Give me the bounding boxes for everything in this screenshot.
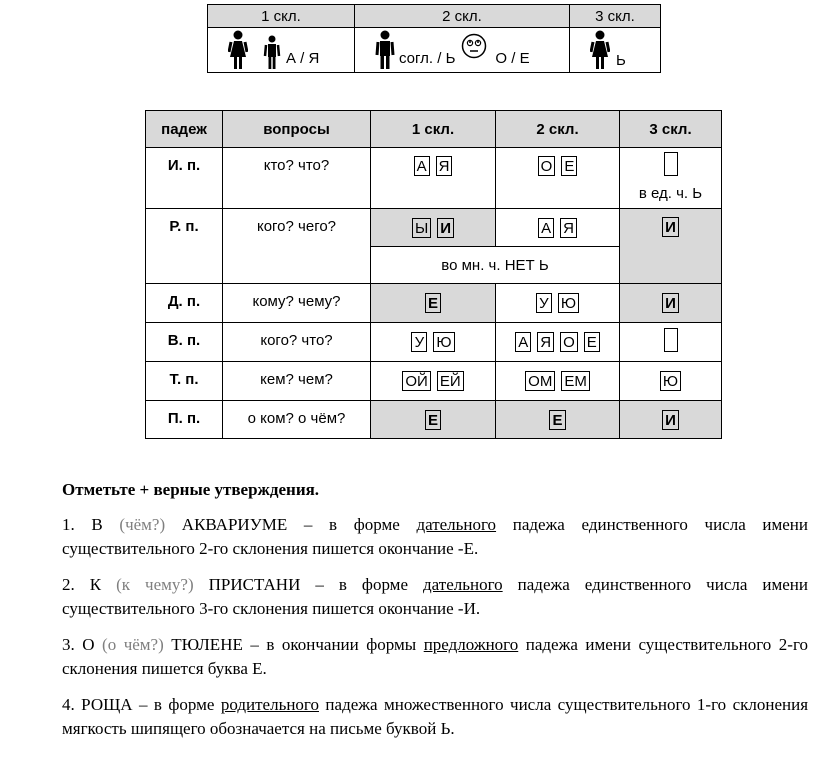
case-name: родительного bbox=[220, 695, 319, 714]
decl-1-endings bbox=[371, 209, 496, 247]
col-header-decl-3: 3 скл. bbox=[620, 111, 722, 148]
case-label: Р. п. bbox=[146, 209, 223, 284]
decl-1-endings bbox=[371, 401, 496, 439]
ending-box: А bbox=[515, 332, 531, 352]
decl-2-endings bbox=[496, 284, 620, 323]
statement-number: 4. РОЩА – в форме bbox=[62, 695, 215, 714]
decl-1-endings bbox=[371, 148, 496, 209]
plural-note: во мн. ч. НЕТ Ь bbox=[371, 247, 620, 284]
ending-box: Ю bbox=[660, 371, 681, 391]
decl-1-endings bbox=[371, 362, 496, 401]
ending-box: У bbox=[536, 293, 552, 313]
statement-number: 1. В bbox=[62, 515, 103, 534]
statement-4[interactable] bbox=[62, 693, 808, 741]
table-row bbox=[146, 148, 722, 209]
ending-box: Я bbox=[560, 218, 577, 238]
female-figure-icon bbox=[590, 30, 610, 70]
statement-3[interactable] bbox=[62, 633, 808, 681]
decl-1-endings bbox=[371, 323, 496, 362]
decl-3-endings bbox=[620, 209, 722, 284]
ending-box: А bbox=[414, 156, 430, 176]
female-figure-icon bbox=[228, 30, 248, 70]
case-question: кому? чему? bbox=[223, 284, 371, 323]
declension-header-table bbox=[207, 4, 661, 73]
case-question: кем? чем? bbox=[223, 362, 371, 401]
case-name: дательного bbox=[416, 515, 497, 534]
col-header-decl-1: 1 скл. bbox=[371, 111, 496, 148]
statement-rest: падежа имени существительного 2-го склонения пишется буква Е. bbox=[62, 635, 809, 678]
ending-box: Е bbox=[549, 410, 565, 430]
header-decl-2: 2 скл. bbox=[355, 5, 570, 28]
ending-box: И bbox=[437, 218, 454, 238]
decl-3-endings bbox=[620, 284, 722, 323]
case-name: дательного bbox=[423, 575, 503, 594]
ending-box: У bbox=[411, 332, 427, 352]
ending-box: ОЙ bbox=[402, 371, 430, 391]
decl-3-endings bbox=[620, 148, 722, 209]
case-question: кого? что? bbox=[223, 323, 371, 362]
empty-ending-box bbox=[664, 152, 678, 176]
case-question: о ком? о чём? bbox=[223, 401, 371, 439]
decl-2-endings-label: О / Е bbox=[495, 49, 530, 67]
ending-box: ЕМ bbox=[561, 371, 590, 391]
case-label: В. п. bbox=[146, 323, 223, 362]
ending-box: Е bbox=[561, 156, 577, 176]
statement-1[interactable] bbox=[62, 513, 808, 561]
case-question: кто? что? bbox=[223, 148, 371, 209]
ending-box: Ю bbox=[558, 293, 579, 313]
decl-2-endings bbox=[496, 148, 620, 209]
ending-box: О bbox=[560, 332, 578, 352]
case-label: Т. п. bbox=[146, 362, 223, 401]
ending-box: А bbox=[538, 218, 554, 238]
ending-box: И bbox=[662, 410, 679, 430]
case-label: Д. п. bbox=[146, 284, 223, 323]
table-row bbox=[146, 401, 722, 439]
statement-word: ПРИСТАНИ – в форме bbox=[208, 575, 408, 594]
male-figure-icon bbox=[262, 35, 282, 71]
decl-2-stem-label: согл. / Ь bbox=[399, 49, 456, 67]
case-name: предложного bbox=[423, 635, 519, 654]
decl-3-cell bbox=[570, 28, 661, 73]
table-row bbox=[146, 323, 722, 362]
ending-box: И bbox=[662, 217, 679, 237]
case-label: П. п. bbox=[146, 401, 223, 439]
decl-1-endings-label: А / Я bbox=[286, 49, 320, 67]
male-figure-icon bbox=[375, 30, 395, 70]
decl-1-endings bbox=[371, 284, 496, 323]
ending-box: И bbox=[662, 293, 679, 313]
ending-box: ЕЙ bbox=[437, 371, 464, 391]
table-row bbox=[146, 362, 722, 401]
ending-box: Я bbox=[537, 332, 554, 352]
empty-ending-box bbox=[664, 328, 678, 352]
col-header-decl-2: 2 скл. bbox=[496, 111, 620, 148]
statement-number: 2. К bbox=[62, 575, 102, 594]
statement-2[interactable] bbox=[62, 573, 808, 621]
ending-box: ОМ bbox=[525, 371, 555, 391]
header-decl-3: 3 скл. bbox=[570, 5, 661, 28]
decl-3-endings bbox=[620, 323, 722, 362]
ending-box: Ю bbox=[433, 332, 454, 352]
table-row bbox=[146, 209, 722, 247]
table-row bbox=[146, 284, 722, 323]
case-endings-table bbox=[145, 110, 722, 439]
question-hint: (о чём?) bbox=[102, 635, 164, 654]
statement-word: ТЮЛЕНЕ – в окончании формы bbox=[171, 635, 417, 654]
ending-box: Е bbox=[425, 410, 441, 430]
decl-3-note: в ед. ч. Ь bbox=[638, 185, 703, 202]
question-hint: (чём?) bbox=[119, 515, 166, 534]
decl-3-endings bbox=[620, 362, 722, 401]
statements-title: Отметьте + верные утверждения. bbox=[62, 480, 320, 499]
decl-2-endings bbox=[496, 209, 620, 247]
decl-1-cell bbox=[208, 28, 355, 73]
ending-box: Е bbox=[425, 293, 441, 313]
case-question: кого? чего? bbox=[223, 209, 371, 284]
statement-rest: падежа множественного числа существительного 1-го склонения мягкость шипящего обозначается на письме буквой Ь. bbox=[62, 695, 809, 738]
decl-2-endings bbox=[496, 323, 620, 362]
col-header-questions: вопросы bbox=[223, 111, 371, 148]
case-label: И. п. bbox=[146, 148, 223, 209]
ending-box: Е bbox=[584, 332, 600, 352]
ending-box: Я bbox=[436, 156, 453, 176]
decl-2-cell bbox=[355, 28, 570, 73]
statements-section bbox=[62, 478, 808, 753]
ending-box: О bbox=[538, 156, 556, 176]
statement-word: АКВАРИУМЕ – в форме bbox=[181, 515, 400, 534]
decl-3-endings-label: Ь bbox=[616, 51, 626, 69]
neutral-face-icon bbox=[461, 33, 487, 59]
statement-rest: падежа единственного числа имени существительного 2-го склонения пишется окончание -Е. bbox=[62, 515, 808, 558]
decl-3-endings bbox=[620, 401, 722, 439]
header-decl-1: 1 скл. bbox=[208, 5, 355, 28]
col-header-case: падеж bbox=[146, 111, 223, 148]
question-hint: (к чему?) bbox=[116, 575, 194, 594]
decl-2-endings bbox=[496, 362, 620, 401]
ending-box: Ы bbox=[412, 218, 431, 238]
decl-2-endings bbox=[496, 401, 620, 439]
statement-rest: падежа единственного числа имени существительного 3-го склонения пишется окончание -И. bbox=[62, 575, 809, 618]
statement-number: 3. О bbox=[62, 635, 95, 654]
